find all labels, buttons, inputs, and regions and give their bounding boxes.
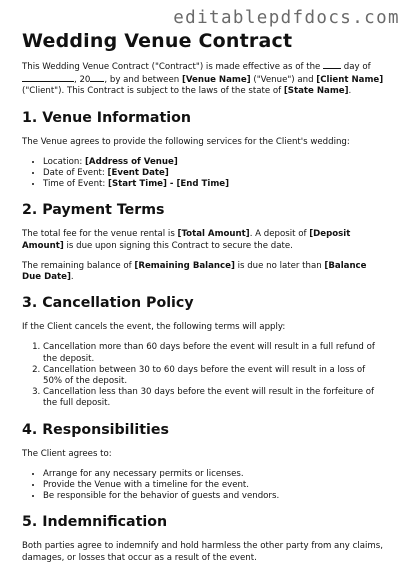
intro-text: , 20 — [74, 75, 91, 86]
list-item: 3. Cancellation less than 30 days before the event will result in the forfeiture of the full deposit. — [43, 387, 386, 409]
section-heading-indemnification: 5. Indemnification — [22, 514, 168, 531]
intro-text: , by and between — [104, 75, 182, 86]
section-3-intro: If the Client cancels the event, the following terms will apply: — [22, 322, 286, 333]
text: The remaining balance of — [22, 260, 135, 271]
balance-due-date-placeholder: [Balance Due Date] — [22, 260, 367, 283]
section-heading-cancellation-policy: 3. Cancellation Policy — [22, 295, 194, 312]
text: The total fee for the venue rental is — [22, 229, 178, 240]
payment-paragraph-1 — [22, 229, 386, 251]
section-1-intro: The Venue agrees to provide the following services for the Client's wedding: — [22, 136, 350, 147]
venue-info-list — [22, 157, 386, 191]
document-body — [22, 60, 386, 573]
total-amount-placeholder: [Total Amount] — [177, 229, 250, 240]
text: . A deposit of — [249, 229, 310, 240]
responsibilities-list — [22, 469, 386, 503]
month-blank — [22, 73, 74, 82]
list-item: • Provide the Venue with a timeline for the event. — [43, 480, 386, 491]
intro-text: . — [348, 86, 352, 97]
document-title: Wedding Venue Contract — [22, 30, 293, 52]
intro-text: ("Venue") and — [250, 75, 317, 86]
list-item — [43, 168, 386, 179]
client-name-placeholder: [Client Name] — [316, 75, 384, 86]
item-label: Time of Event: — [43, 179, 109, 190]
section-4-intro: The Client agrees to: — [22, 448, 112, 459]
year-blank — [90, 73, 104, 82]
cancellation-list — [22, 342, 386, 409]
list-item — [43, 157, 386, 168]
venue-name-placeholder: [Venue Name] — [181, 75, 251, 86]
event-date-placeholder: [Event Date] — [107, 168, 169, 179]
intro-paragraph — [22, 60, 386, 98]
list-item — [43, 179, 386, 190]
list-item: 1. Cancellation more than 60 days before the event will result in a full refund of the deposit. — [43, 342, 386, 364]
text: is due no later than — [234, 260, 325, 271]
item-label: Date of Event: — [43, 168, 108, 179]
list-item: • Be responsible for the behavior of guests and vendors. — [43, 491, 386, 502]
intro-text: ("Client"). This Contract is subject to the laws of the state of — [22, 86, 284, 97]
section-heading-payment-terms: 2. Payment Terms — [22, 202, 165, 219]
list-item: 2. Cancellation between 30 to 60 days before the event will result in a loss of 50% of the deposit. — [43, 365, 386, 387]
section-heading-venue-information: 1. Venue Information — [22, 109, 191, 126]
list-item: • Arrange for any necessary permits or licenses. — [43, 469, 386, 480]
deposit-amount-placeholder: [Deposit Amount] — [22, 229, 351, 251]
intro-text: day of — [341, 62, 371, 72]
indemnification-text: Both parties agree to indemnify and hold harmless the other party from any claims, damages, or losses that occur as a result of the event. — [22, 541, 383, 563]
intro-text: This Wedding Venue Contract ("Contract") is made effective as of the — [22, 62, 324, 72]
address-placeholder: [Address of Venue] — [84, 156, 178, 167]
payment-paragraph-2 — [22, 261, 386, 283]
event-time-placeholder: [Start Time] - [End Time] — [108, 179, 230, 190]
text: is due upon signing this Contract to secure the date. — [63, 240, 293, 251]
remaining-balance-placeholder: [Remaining Balance] — [134, 260, 235, 271]
item-label: Location: — [43, 156, 85, 167]
watermark: editablepdfdocs.com — [173, 8, 400, 28]
section-heading-responsibilities: 4. Responsibilities — [22, 421, 169, 438]
state-name-placeholder: [State Name] — [283, 86, 349, 97]
day-blank — [323, 60, 341, 69]
text: . — [70, 272, 74, 283]
